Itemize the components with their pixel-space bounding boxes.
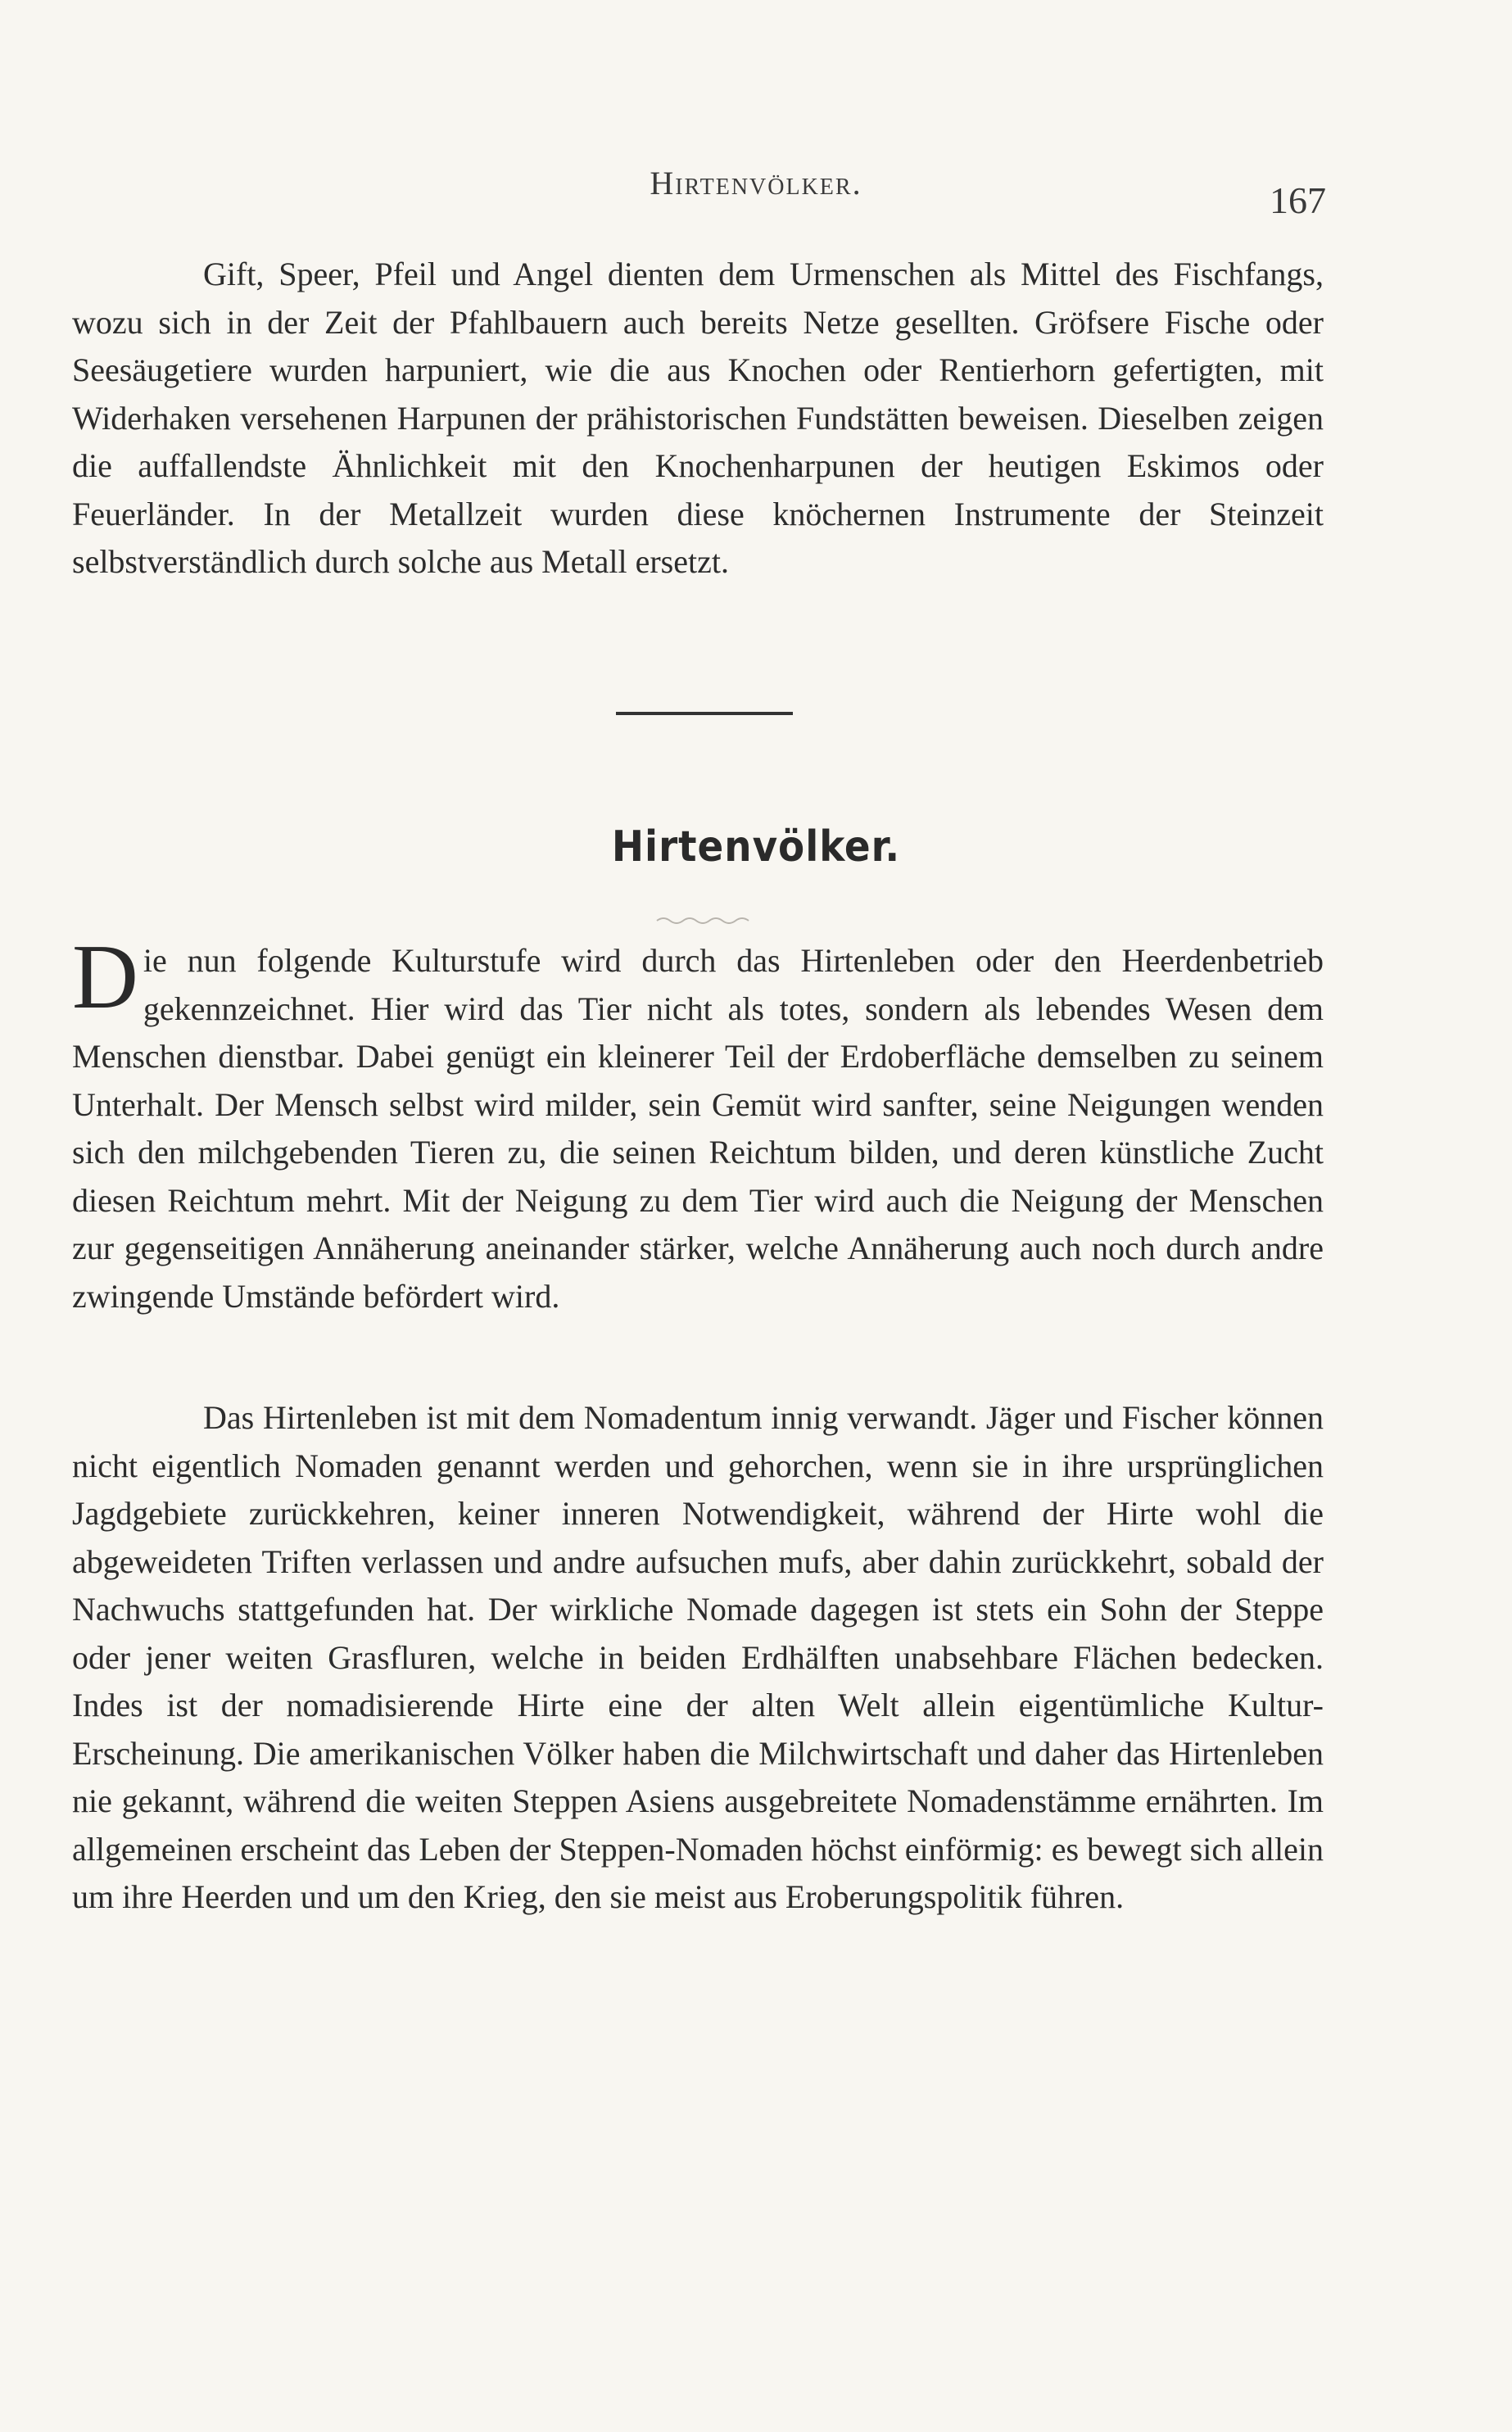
running-head-initial: H bbox=[650, 165, 676, 202]
paragraph-fishing bbox=[72, 251, 1324, 586]
section-divider-rule bbox=[616, 712, 793, 715]
paragraph-nomads-text: Das Hirtenleben ist mit dem Nomadentum innig verwandt. Jäger und Fischer können nicht eigentlich Nomaden genannt werden und gehorchen, wenn sie in ihre ursprünglichen Jagdgebiete zurückkehren, keiner inneren Notwendigkeit, während der Hirte wohl die abgeweideten Triften verlassen und andre aufsuchen mufs, aber dahin zurückkehrt, sobald der Nachwuchs stattgefunden hat. Der wirkliche Nomade dagegen ist stets ein Sohn der Steppe oder jener weiten Grasfluren, welche in beiden Erdhälften unabsehbare Flächen bedecken. Indes ist der nomadisierende Hirte eine der alten Welt allein eigentümliche Kultur-Erscheinung. Die amerikanischen Völker haben die Milchwirtschaft und daher das Hirtenleben nie gekannt, während die weiten Steppen Asiens ausgebreitete Nomadenstämme ernährten. Im allgemeinen erscheint das Leben der Steppen-Nomaden höchst einförmig: es bewegt sich allein um ihre Heerden und um den Krieg, den sie meist aus Eroberungspolitik führen. bbox=[72, 1399, 1324, 1915]
section-title: Hirtenvölker. bbox=[611, 822, 901, 872]
drop-cap: D bbox=[72, 926, 138, 1028]
paragraph-fishing-text: Gift, Speer, Pfeil und Angel dienten dem Urmenschen als Mittel des Fischfangs, wozu sich in der Zeit der Pfahlbauern auch bereits Netze gesellten. Gröfsere Fische oder Seesäugetiere wurden harpuniert, wie die aus Knochen oder Rentierhorn gefertigten, mit Widerhaken versehenen Harpunen der prähistorischen Fundstätten beweisen. Dieselben zeigen die auffallendste Ähnlichkeit mit den Knochenharpunen der heutigen Eskimos oder Feuerländer. In der Metallzeit wurden diese knöchernen Instrumente der Steinzeit selbstverständlich durch solche aus Metall ersetzt. bbox=[72, 256, 1324, 580]
page-number: 167 bbox=[1270, 179, 1326, 221]
paragraph-intro bbox=[72, 926, 1324, 1320]
running-head-rest: irtenvölker. bbox=[675, 165, 862, 202]
title-ornament bbox=[655, 914, 754, 926]
paragraph-intro-text bbox=[72, 926, 1324, 1320]
paragraph-nomads bbox=[72, 1394, 1324, 1922]
paragraph-intro-body: ie nun folgende Kulturstufe wird durch das Hirtenleben oder den Heerdenbetrieb gekennzeichnet. Hier wird das Tier nicht als totes, sondern als lebendes Wesen dem Menschen dienstbar. Dabei genügt ein kleinerer Teil der Erdoberfläche demselben zu seinem Unterhalt. Der Mensch selbst wird milder, sein Gemüt wird sanfter, seine Neigungen wenden sich den milchgebenden Tieren zu, die seinen Reichtum bilden, und deren künstliche Zucht diesen Reichtum mehrt. Mit der Neigung zu dem Tier wird auch die Neigung der Menschen zur gegenseitigen Annäherung aneinander stärker, welche Annäherung auch noch durch andre zwingende Umstände befördert wird. bbox=[72, 942, 1324, 1315]
